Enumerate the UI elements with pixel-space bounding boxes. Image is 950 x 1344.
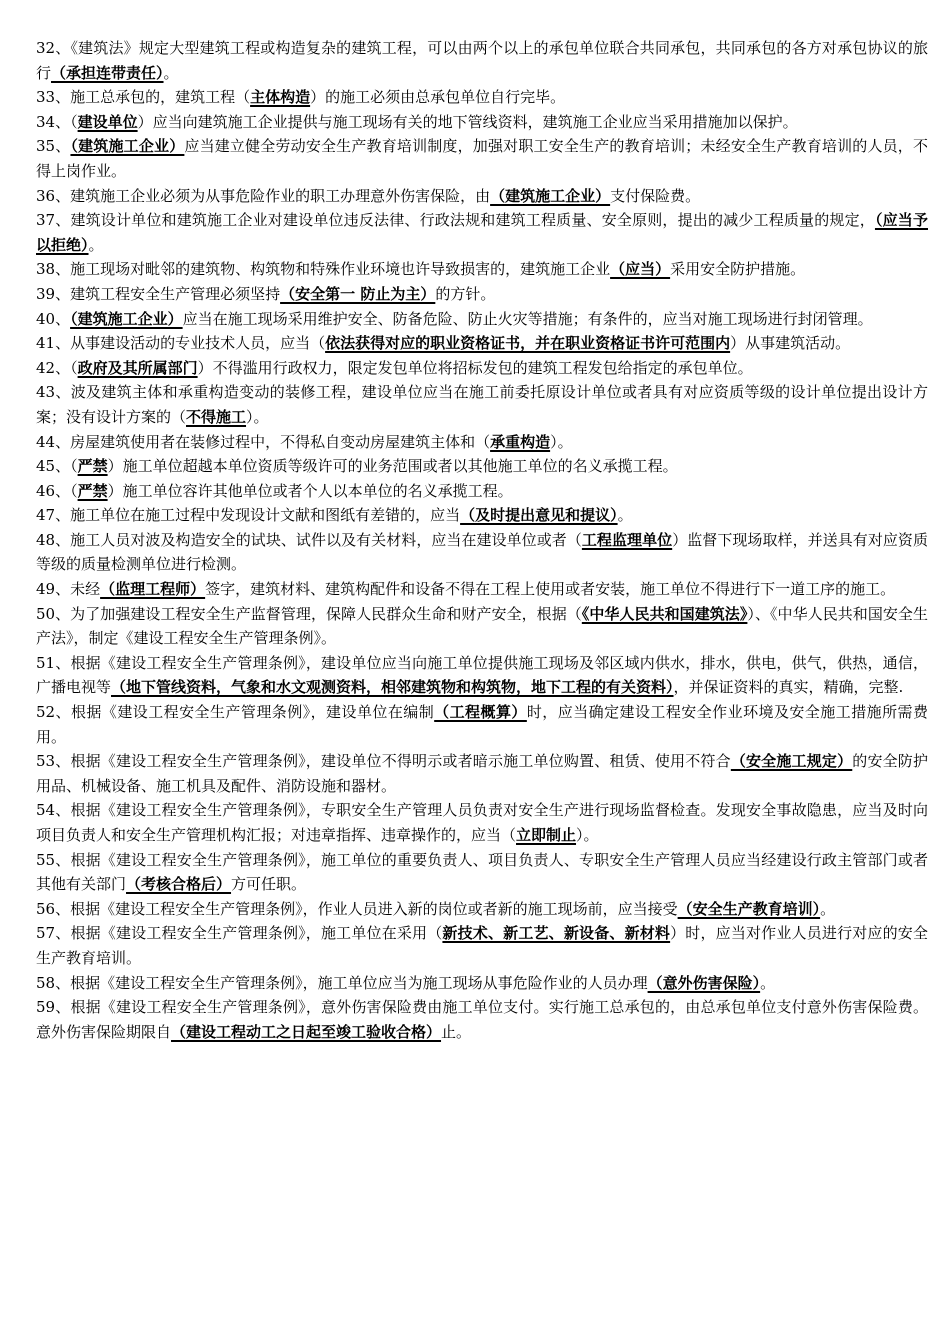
question-text: 58、根据《建设工程安全生产管理条例》，施工单位应当为施工现场从事危险作业的人员办理 bbox=[36, 973, 648, 992]
question-57 bbox=[36, 921, 928, 970]
question-text: 36、建筑施工企业必须为从事危险作业的职工办理意外伤害保险，由 bbox=[36, 186, 491, 205]
question-text: 46、（ bbox=[36, 481, 78, 500]
question-49 bbox=[36, 577, 928, 602]
question-text: 48、施工人员对波及构造安全的试块、试件以及有关材料，应当在建设单位或者（ bbox=[36, 530, 582, 549]
question-text: 的安全防护用品、机械设备、施工机具及配件、消防设施和器材。 bbox=[36, 752, 928, 795]
question-38 bbox=[36, 257, 928, 282]
question-text: 应当在施工现场采用维护安全、防备危险、防止火灾等措施；有条件的，应当对施工现场进行封闭管理。 bbox=[182, 309, 873, 328]
question-45 bbox=[36, 454, 928, 479]
question-text: 应当建立健全劳动安全生产教育培训制度，加强对职工安全生产的教育培训；未经安全生产教育培训的人员，不得上岗作业。 bbox=[36, 137, 928, 180]
question-text: 32、《建筑法》规定大型建筑工程或构造复杂的建筑工程，可以由两个以上的承包单位联合共同承包，共同承包的各方对承包协议的旅行 bbox=[36, 39, 928, 82]
question-text: 。 bbox=[820, 899, 836, 918]
answer-text: 工程监理单位 bbox=[581, 530, 673, 549]
question-text: ）施工单位超越本单位资质等级许可的业务范围或者以其他施工单位的名义承揽工程。 bbox=[107, 457, 678, 476]
question-text: 支付保险费。 bbox=[610, 186, 701, 205]
question-text: ）。 bbox=[246, 407, 269, 426]
question-52 bbox=[36, 700, 928, 749]
question-text: 采用安全防护措施。 bbox=[670, 260, 806, 279]
question-text: 。 bbox=[617, 506, 633, 525]
question-48 bbox=[36, 528, 928, 577]
question-text: 59、根据《建设工程安全生产管理条例》，意外伤害保险费由施工单位支付。实行施工总承包的，由总承包单位支付意外伤害保险费。意外伤害保险期限自 bbox=[36, 998, 928, 1041]
question-text: ）应当向建筑施工企业提供与施工现场有关的地下管线资料，建筑施工企业应当采用措施加以保护。 bbox=[137, 112, 798, 131]
answer-text: （安全生产教育培训） bbox=[677, 899, 821, 918]
answer-text: （意外伤害保险） bbox=[647, 973, 761, 992]
question-37 bbox=[36, 208, 928, 257]
question-text: ，并保证资料的真实，精确，完整. bbox=[673, 678, 904, 697]
question-text: 方可任职。 bbox=[231, 875, 307, 894]
answer-text: 依法获得对应的职业资格证书，并在职业资格证书许可范围内 bbox=[325, 334, 731, 353]
answer-text: （工程概算） bbox=[434, 703, 527, 722]
question-33 bbox=[36, 85, 928, 110]
answer-text: （安全第一 防止为主） bbox=[280, 284, 436, 303]
question-text: 时，应当确定建设工程安全作业环境及安全施工措施所需费用。 bbox=[36, 703, 928, 746]
answer-text: 主体构造 bbox=[250, 88, 311, 107]
question-text: 44、房屋建筑使用者在装修过程中，不得私自变动房屋建筑主体和（ bbox=[36, 432, 491, 451]
answer-text: 建设单位 bbox=[77, 112, 138, 131]
question-text: 42、（ bbox=[36, 358, 78, 377]
question-text: 止。 bbox=[441, 1022, 472, 1041]
question-text: 50、为了加强建设工程安全生产监督管理，保障人民群众生命和财产安全，根据（ bbox=[36, 604, 582, 623]
answer-text: （应当） bbox=[610, 260, 671, 279]
question-text: 39、建筑工程安全生产管理必须坚持 bbox=[36, 284, 281, 303]
answer-text: （建筑施工企业） bbox=[70, 309, 183, 328]
question-text: 33、施工总承包的，建筑工程（ bbox=[36, 88, 251, 107]
question-text: 43、波及建筑主体和承重构造变动的装修工程，建设单位应当在施工前委托原设计单位或者具有对应资质等级的设计单位提出设计方案；没有设计方案的（ bbox=[36, 383, 928, 426]
answer-text: （建筑施工企业） bbox=[70, 137, 185, 156]
question-text: 54、根据《建设工程安全生产管理条例》，专职安全生产管理人员负责对安全生产进行现场监督检查。发现安全事故隐患，应当及时向项目负责人和安全生产管理机构汇报；对违章指挥、违章操作的，应当（ bbox=[36, 801, 928, 844]
question-text: 53、根据《建设工程安全生产管理条例》，建设单位不得明示或者暗示施工单位购置、租赁、使用不符合 bbox=[36, 752, 731, 771]
answer-text: （承担连带责任） bbox=[51, 63, 164, 82]
question-58 bbox=[36, 971, 928, 996]
question-43 bbox=[36, 380, 928, 429]
question-text: 40、 bbox=[36, 309, 71, 328]
question-text: 34、（ bbox=[36, 112, 78, 131]
answer-text: （及时提出意见和提议） bbox=[460, 506, 618, 525]
question-text: 55、根据《建设工程安全生产管理条例》，施工单位的重要负责人、项目负责人、专职安全生产管理人员应当经建设行政主管部门或者其他有关部门 bbox=[36, 850, 928, 894]
question-35 bbox=[36, 134, 928, 183]
answer-text: 承重构造 bbox=[490, 432, 551, 451]
question-text: ）。 bbox=[550, 432, 573, 451]
question-text: ）。 bbox=[576, 826, 599, 844]
answer-text: （建设工程动工之日起至竣工验收合格） bbox=[171, 1022, 442, 1041]
question-text: ）的施工必须由总承包单位自行完毕。 bbox=[310, 88, 566, 107]
answer-text: 严禁 bbox=[77, 481, 108, 500]
question-text: 57、根据《建设工程安全生产管理条例》，施工单位在采用（ bbox=[36, 924, 443, 943]
answer-text: 政府及其所属部门 bbox=[77, 358, 198, 377]
answer-text: 《中华人民共和国建筑法》 bbox=[581, 604, 748, 623]
question-text: 。 bbox=[760, 973, 776, 992]
question-59 bbox=[36, 995, 928, 1044]
question-text: 52、根据《建设工程安全生产管理条例》，建设单位在编制 bbox=[36, 703, 435, 722]
answer-text: （考核合格后） bbox=[126, 875, 232, 894]
question-53 bbox=[36, 749, 928, 798]
question-text: 37、建筑设计单位和建筑施工企业对建设单位违反法律、行政法规和建筑工程质量、安全原则，提出的减少工程质量的规定， bbox=[36, 211, 875, 230]
question-text: 56、根据《建设工程安全生产管理条例》，作业人员进入新的岗位或者新的施工现场前，应当接受 bbox=[36, 899, 678, 918]
question-text: 47、施工单位在施工过程中发现设计文献和图纸有差错的，应当 bbox=[36, 506, 461, 525]
question-text: 49、未经 bbox=[36, 580, 101, 599]
answer-text: 不得施工 bbox=[186, 407, 247, 426]
question-text: 。 bbox=[163, 63, 179, 82]
question-32 bbox=[36, 36, 928, 85]
question-51 bbox=[36, 651, 928, 700]
question-40 bbox=[36, 307, 928, 332]
question-list bbox=[36, 36, 928, 1044]
question-text: ）不得滥用行政权力，限定发包单位将招标发包的建筑工程发包给指定的承包单位。 bbox=[197, 358, 753, 377]
answer-text: （地下管线资料，气象和水文观测资料，相邻建筑物和构筑物，地下工程的有关资料） bbox=[111, 678, 674, 697]
answer-text: （应当予以拒绝） bbox=[36, 211, 928, 254]
question-47 bbox=[36, 503, 928, 528]
question-text: ）、《中华人民共和国安全生产法》，制定《建设工程安全生产管理条例》。 bbox=[36, 604, 928, 648]
answer-text: 严禁 bbox=[77, 457, 108, 476]
question-42 bbox=[36, 356, 928, 381]
question-36 bbox=[36, 184, 928, 209]
question-44 bbox=[36, 430, 928, 455]
question-text: 。 bbox=[88, 235, 104, 254]
question-55 bbox=[36, 848, 928, 897]
answer-text: （监理工程师） bbox=[100, 580, 206, 599]
question-39 bbox=[36, 282, 928, 307]
question-text: 51、根据《建设工程安全生产管理条例》，建设单位应当向施工单位提供施工现场及邻区域内供水，排水，供电，供气，供热，通信，广播电视等 bbox=[36, 653, 928, 697]
question-text: 的方针。 bbox=[435, 284, 496, 303]
question-34 bbox=[36, 110, 928, 135]
answer-text: （安全施工规定） bbox=[730, 752, 853, 771]
answer-text: （建筑施工企业） bbox=[490, 186, 611, 205]
question-text: 45、（ bbox=[36, 457, 78, 476]
question-text: 签字，建筑材料、建筑构配件和设备不得在工程上使用或者安装，施工单位不得进行下一道工序的施工。 bbox=[205, 580, 896, 599]
question-text: ）监督下现场取样，并送具有对应资质等级的质量检测单位进行检测。 bbox=[36, 530, 928, 574]
question-text: ）施工单位容许其他单位或者个人以本单位的名义承揽工程。 bbox=[107, 481, 513, 500]
question-50 bbox=[36, 602, 928, 651]
question-text: 38、施工现场对毗邻的建筑物、构筑物和特殊作业环境也许导致损害的，建筑施工企业 bbox=[36, 260, 611, 279]
question-text: 35、 bbox=[36, 137, 71, 156]
answer-text: 新技术、新工艺、新设备、新材料 bbox=[442, 924, 671, 943]
answer-text: 立即制止 bbox=[516, 826, 577, 844]
question-text: ）时，应当对作业人员进行对应的安全生产教育培训。 bbox=[36, 924, 928, 967]
question-41 bbox=[36, 331, 928, 356]
question-46 bbox=[36, 479, 928, 504]
question-text: 41、从事建设活动的专业技术人员，应当（ bbox=[36, 334, 326, 353]
question-56 bbox=[36, 897, 928, 922]
question-text: ）从事建筑活动。 bbox=[730, 334, 851, 353]
question-54 bbox=[36, 798, 928, 847]
